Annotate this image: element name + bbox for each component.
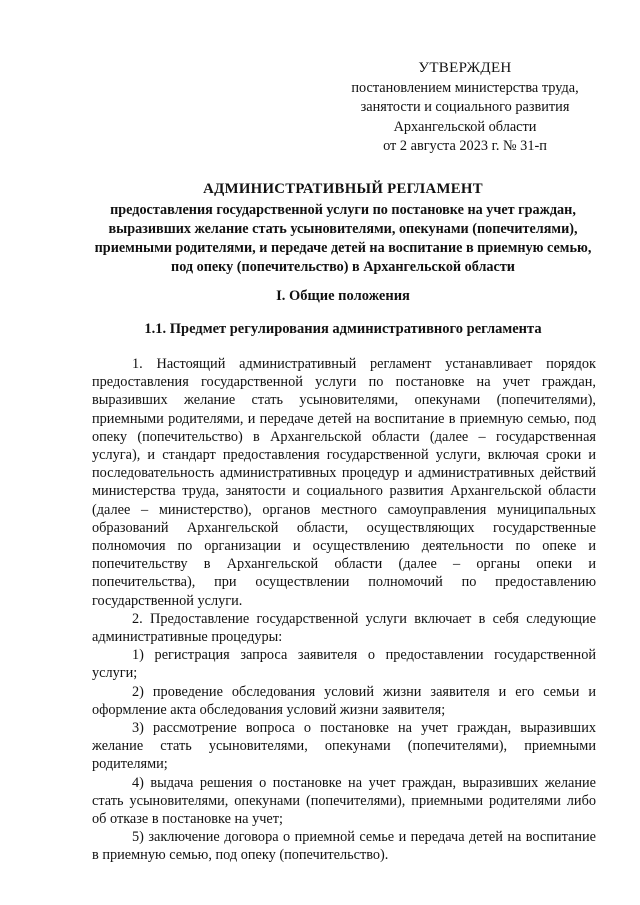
- subsection-heading: 1.1. Предмет регулирования административного регламента: [144, 321, 542, 337]
- paragraph: 2. Предоставление государственной услуги включает в себя следующие административные процедуры:: [92, 610, 596, 646]
- paragraph: 1. Настоящий административный регламент устанавливает порядок предоставления государственной услуги по постановке на учет граждан, выразивших желание стать усыновителями, опекунами (попечителями), приемными родителями, и передаче детей на воспитание в приемную семью, под опеку (попечительство) в Архангельской области (далее – государственная услуга), и стандарт предоставления государственной услуги, включая сроки и последовательность административных процедур и административных действий министерства труда, занятости и социального развития Архангельской области (далее – министерство), органов местного самоуправления муниципальных образований Архангельской области, осуществляющих государственные полномочия по организации и осуществлению деятельности по опеке и попечительству в Архангельской области (далее – органы опеки и попечительства), при осуществлении полномочий по предоставлению государственной услуги.: [92, 356, 596, 609]
- document-title-block: [90, 180, 596, 277]
- approval-line: Архангельской области: [393, 118, 537, 135]
- list-item: 2) проведение обследования условий жизни заявителя и его семьи и оформление акта обследования условий жизни заявителя;: [92, 683, 596, 718]
- approval-stamp: [330, 59, 600, 157]
- list-item: 1) регистрация запроса заявителя о предоставлении государственной услуги;: [92, 647, 596, 682]
- approval-date-line: от 2 августа 2023 г. № 31-п: [383, 138, 547, 154]
- list-item: 5) заключение договора о приемной семье и передача детей на воспитание в приемную семью, под опеку (попечительство).: [92, 829, 596, 864]
- document-subtitle: предоставления государственной услуги по постановке на учет граждан, выразивших желание стать усыновителями, опекунами (попечителями), приемными родителями, и передаче детей на воспитание в приемную семью, под опеку (попечительство) в Архангельской области: [94, 202, 592, 275]
- list-item: 3) рассмотрение вопроса о постановке на учет граждан, выразивших желание стать усыновителями, опекунами (попечителями), приемными родителями;: [92, 720, 596, 773]
- approval-line: постановлением министерства труда,: [351, 79, 579, 96]
- document-body: [92, 355, 596, 865]
- document-title: АДМИНИСТРАТИВНЫЙ РЕГЛАМЕНТ: [203, 181, 483, 197]
- list-item: 4) выдача решения о постановке на учет граждан, выразивших желание стать усыновителями, опекунами (попечителями), приемными родителями либо об отказе в постановке на учет;: [92, 774, 596, 828]
- section-heading: I. Общие положения: [276, 288, 410, 304]
- approval-line: занятости и социального развития: [360, 99, 570, 115]
- approval-heading: УТВЕРЖДЕН: [418, 60, 512, 76]
